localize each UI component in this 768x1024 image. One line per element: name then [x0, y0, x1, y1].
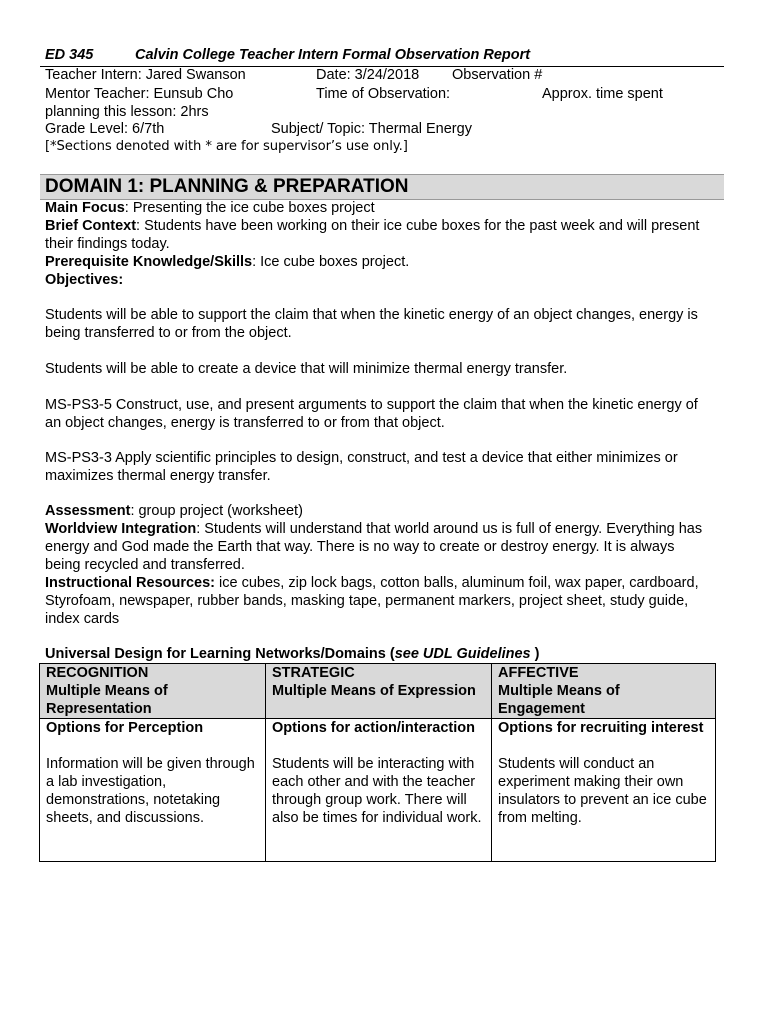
resources-label: Instructional Resources: — [45, 575, 216, 591]
objectives-label: Objectives: — [45, 272, 124, 288]
udl-header-row — [40, 664, 716, 719]
domain-title: DOMAIN 1: PLANNING & PREPARATION — [45, 176, 409, 197]
mentor-name: Mentor Teacher: Eunsub Cho — [45, 86, 234, 102]
domain-heading — [40, 174, 724, 200]
assessment — [45, 502, 713, 520]
objective-item: MS-PS3-3 Apply scientific principles to design, construct, and test a device that either minimizes or maximizes thermal energy transfer. — [45, 450, 678, 484]
main-focus — [45, 199, 713, 217]
udl-option-text: Students will conduct an experiment making their own insulators to prevent an ice cube from melting. — [498, 756, 707, 826]
worldview-integration — [45, 520, 713, 574]
report-title-text: Calvin College Teacher Intern Formal Observation Report — [135, 47, 531, 63]
main-focus-label: Main Focus — [45, 200, 125, 216]
udl-option-text: Students will be interacting with each other and with the teacher through group work. There will also be times for individual work. — [272, 756, 482, 826]
course-code: ED 345 — [45, 47, 94, 63]
udl-body-row — [40, 719, 716, 862]
brief-context — [45, 217, 713, 253]
udl-header-strategic: STRATEGIC Multiple Means of Expression — [266, 664, 492, 719]
objective-item: Students will be able to support the claim that when the kinetic energy of an object changes, energy is being transferred to or from the object. — [45, 307, 698, 341]
udl-cell-affective — [492, 719, 716, 862]
udl-header-affective: AFFECTIVE Multiple Means of Engagement — [492, 664, 716, 719]
brief-context-text: : Students have been working on their ice cube boxes for the past week and will present their findings today. — [45, 218, 700, 252]
udl-guidelines-link[interactable]: see UDL Guidelines — [394, 646, 531, 662]
time-of-observation: Time of Observation: — [316, 86, 451, 102]
udl-cell-recognition — [40, 719, 266, 862]
observation-number: Observation # — [452, 67, 543, 83]
udl-table — [39, 663, 716, 862]
resources-text: ice cubes, zip lock bags, cotton balls, aluminum foil, wax paper, cardboard, Styrofoam, newspaper, rubber bands, masking tape, permanent markers, project sheet, study guide, index cards — [45, 575, 699, 627]
udl-heading: Universal Design for Learning Networks/Domains (see UDL Guidelines ) — [45, 646, 540, 662]
prerequisite-label: Prerequisite Knowledge/Skills — [45, 254, 253, 270]
objective-item: Students will be able to create a device that will minimize thermal energy transfer. — [45, 361, 568, 377]
planning-time: planning this lesson: 2hrs — [45, 104, 209, 120]
subject-topic: Subject/ Topic: Thermal Energy — [271, 121, 472, 137]
udl-option-title: Options for action/interaction — [272, 720, 476, 736]
report-title — [45, 46, 725, 64]
approx-time-label: Approx. time spent — [542, 86, 663, 102]
brief-context-label: Brief Context — [45, 218, 137, 234]
udl-option-title: Options for recruiting interest — [498, 720, 704, 736]
intern-name: Teacher Intern: Jared Swanson — [45, 67, 246, 83]
assessment-label: Assessment — [45, 503, 131, 519]
udl-cell-strategic — [266, 719, 492, 862]
supervisor-note: [*Sections denoted with * are for supervisor’s use only.] — [45, 139, 408, 154]
worldview-text: : Students will understand that world around us is full of energy. Everything has energy and God made the Earth that way. There is no way to create or destroy energy. It is always being recycled and transferred. — [45, 521, 703, 573]
udl-option-text: Information will be given through a lab investigation, demonstrations, notetaking sheets, and discussions. — [46, 756, 255, 826]
main-focus-text: : Presenting the ice cube boxes project — [124, 200, 375, 216]
worldview-label: Worldview Integration — [45, 521, 197, 537]
instructional-resources — [45, 574, 713, 628]
udl-option-title: Options for Perception — [46, 720, 204, 736]
assessment-text: : group project (worksheet) — [130, 503, 303, 519]
objective-item: MS-PS3-5 Construct, use, and present arguments to support the claim that when the kinetic energy of an object changes, energy is transferred to or from that object. — [45, 397, 698, 431]
grade-level: Grade Level: 6/7th — [45, 121, 165, 137]
observation-date: Date: 3/24/2018 — [316, 67, 420, 83]
prerequisite — [45, 253, 713, 271]
prerequisite-text: : Ice cube boxes project. — [252, 254, 410, 270]
udl-header-recognition: RECOGNITION Multiple Means of Representation — [40, 664, 266, 719]
